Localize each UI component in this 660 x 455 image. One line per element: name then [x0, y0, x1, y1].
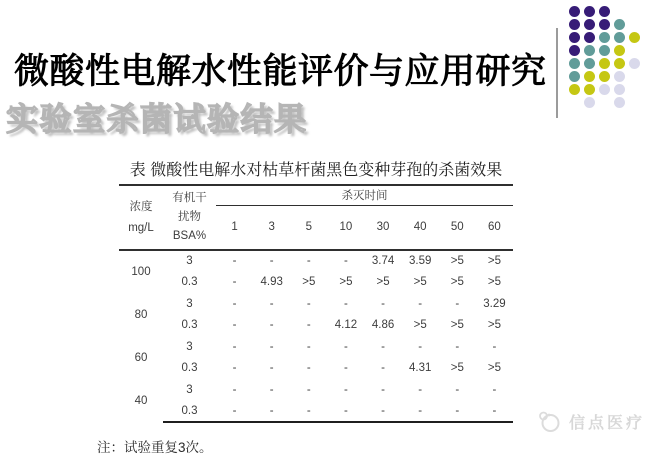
dot	[569, 32, 580, 43]
dot	[614, 71, 625, 82]
value-cell: >5	[413, 319, 427, 332]
time-column-header: 30	[365, 205, 402, 250]
table-row	[119, 379, 513, 401]
value-cell: -	[439, 401, 476, 423]
value-cell: -	[327, 401, 364, 423]
logo-icon	[537, 409, 562, 434]
bsa-cell: 3	[186, 297, 193, 310]
value-cell: -	[232, 340, 237, 353]
bsa-cell: 0.3	[181, 362, 198, 375]
value-cell: -	[269, 383, 274, 396]
value-cell: -	[344, 297, 348, 310]
value-cell: -	[381, 340, 385, 353]
time-column-header: 50	[439, 205, 476, 250]
dot	[614, 58, 625, 69]
results-table	[119, 184, 513, 423]
dot	[584, 19, 595, 30]
time-column-header: 60	[476, 205, 513, 250]
value-cell: >5	[487, 255, 501, 268]
dot	[614, 32, 625, 43]
dot	[614, 19, 625, 30]
value-cell: >5	[450, 362, 464, 375]
dot	[584, 58, 595, 69]
value-cell: 3.74	[371, 255, 395, 268]
table-row	[119, 336, 513, 358]
dot-row	[569, 84, 644, 97]
time-column-header: 10	[327, 205, 364, 250]
bsa-cell: 0.3	[181, 319, 198, 332]
dot	[569, 6, 580, 17]
value-cell: >5	[413, 276, 427, 289]
value-cell: -	[455, 383, 460, 396]
value-cell: -	[344, 362, 348, 375]
value-cell: >5	[450, 319, 464, 332]
table-title: 表 微酸性电解水对枯草杆菌黑色变种芽孢的杀菌效果	[129, 162, 503, 179]
dot-row	[569, 6, 644, 19]
value-cell: -	[216, 401, 253, 423]
results-table-body	[119, 250, 513, 422]
dot	[614, 45, 625, 56]
dot	[599, 6, 610, 17]
table-note: 注：试验重复3次。	[97, 440, 213, 455]
value-cell: -	[418, 383, 423, 396]
value-cell: -	[381, 383, 385, 396]
value-cell: -	[306, 340, 311, 353]
value-cell: -	[344, 340, 348, 353]
value-cell: >5	[376, 276, 390, 289]
dot-row	[569, 45, 644, 58]
concentration-unit-line: mg/L	[128, 221, 154, 234]
value-cell: -	[492, 383, 497, 396]
value-cell: 3.29	[483, 297, 506, 310]
value-cell: >5	[487, 362, 501, 375]
slide-title: 微酸性电解水性能评价与应用研究	[14, 52, 547, 91]
dot	[584, 97, 595, 108]
table-row	[119, 401, 513, 423]
value-cell: -	[381, 297, 385, 310]
value-cell: -	[269, 362, 274, 375]
table-row	[119, 358, 513, 380]
value-cell: -	[492, 340, 497, 353]
bsa-cell: 0.3	[163, 401, 216, 423]
results-table-head	[119, 185, 513, 250]
bsa-cell: 3	[186, 255, 193, 268]
value-cell: -	[232, 297, 237, 310]
value-cell: -	[269, 340, 274, 353]
value-cell: -	[269, 297, 274, 310]
time-column-header: 1	[216, 205, 253, 250]
dot-row	[569, 71, 644, 84]
dots-decoration	[569, 6, 644, 110]
dot	[614, 97, 625, 108]
value-cell: -	[306, 319, 311, 332]
time-column-header: 3	[253, 205, 290, 250]
concentration-cell: 40	[134, 394, 148, 407]
value-cell: 4.86	[371, 319, 395, 332]
header-row-top	[119, 185, 513, 205]
dot	[599, 19, 610, 30]
bsa-cell: 0.3	[181, 276, 198, 289]
value-cell: -	[232, 276, 237, 289]
table-row	[119, 315, 513, 337]
value-cell: -	[365, 401, 402, 423]
dot	[569, 19, 580, 30]
bsa-cell: 3	[186, 383, 193, 396]
value-cell: >5	[302, 276, 316, 289]
dot	[584, 32, 595, 43]
dot	[569, 45, 580, 56]
dot-row	[569, 97, 644, 110]
value-cell: -	[232, 383, 237, 396]
bsa-header	[163, 185, 216, 250]
concentration-cell: 60	[134, 351, 148, 364]
dot-row	[569, 58, 644, 71]
dot-row	[569, 32, 644, 45]
value-cell: -	[418, 340, 423, 353]
value-cell: -	[306, 362, 311, 375]
value-cell: -	[344, 383, 348, 396]
bsa-header-line: 有机干	[172, 192, 207, 204]
value-cell: >5	[339, 276, 353, 289]
dot	[584, 71, 595, 82]
dot	[569, 84, 580, 95]
dot	[584, 45, 595, 56]
bsa-header-line: BSA%	[172, 230, 207, 242]
value-cell: >5	[450, 255, 464, 268]
value-cell: -	[306, 255, 311, 268]
logo-text: 信点医疗	[569, 415, 646, 432]
dot	[629, 58, 640, 69]
concentration-header-line: 浓度	[129, 200, 153, 213]
value-cell: -	[381, 362, 385, 375]
value-cell: -	[306, 383, 311, 396]
value-cell: -	[476, 401, 513, 423]
value-cell: 4.93	[260, 276, 283, 289]
dot	[569, 71, 580, 82]
value-cell: -	[455, 340, 460, 353]
slide-subtitle: 实验室杀菌试验结果	[6, 101, 308, 137]
dot-row	[569, 19, 644, 32]
value-cell: -	[402, 401, 439, 423]
dot	[599, 58, 610, 69]
dot	[569, 58, 580, 69]
value-cell: -	[290, 401, 327, 423]
table-area	[97, 157, 513, 455]
value-cell: -	[306, 297, 311, 310]
table-row	[119, 250, 513, 272]
bsa-header-line: 扰物	[178, 211, 201, 223]
value-cell: -	[232, 255, 237, 268]
value-cell: >5	[450, 276, 464, 289]
value-cell: -	[418, 297, 423, 310]
dot	[629, 32, 640, 43]
concentration-cell: 100	[131, 266, 151, 278]
value-cell: -	[253, 401, 290, 423]
value-cell: -	[232, 362, 237, 375]
value-cell: 4.12	[334, 319, 358, 332]
value-cell: -	[269, 255, 274, 268]
header-divider-line	[556, 28, 558, 118]
kill-time-header: 杀灭时间	[216, 185, 513, 205]
dot	[614, 84, 625, 95]
value-cell: 4.31	[408, 362, 432, 375]
value-cell: >5	[487, 276, 501, 289]
table-row	[119, 293, 513, 315]
value-cell: -	[269, 319, 274, 332]
time-column-header: 5	[290, 205, 327, 250]
value-cell: 3.59	[408, 255, 432, 268]
dot	[599, 71, 610, 82]
logo	[537, 409, 645, 434]
bsa-cell: 3	[186, 340, 193, 353]
concentration-cell: 80	[134, 308, 148, 321]
value-cell: >5	[487, 319, 501, 332]
value-cell: -	[232, 319, 237, 332]
concentration-header	[119, 185, 163, 250]
dot	[584, 6, 595, 17]
value-cell: -	[344, 255, 348, 268]
dot	[599, 45, 610, 56]
dot	[599, 84, 610, 95]
dot	[599, 32, 610, 43]
dot	[584, 84, 595, 95]
time-column-header: 40	[402, 205, 439, 250]
value-cell: -	[455, 297, 460, 310]
table-row	[119, 272, 513, 294]
